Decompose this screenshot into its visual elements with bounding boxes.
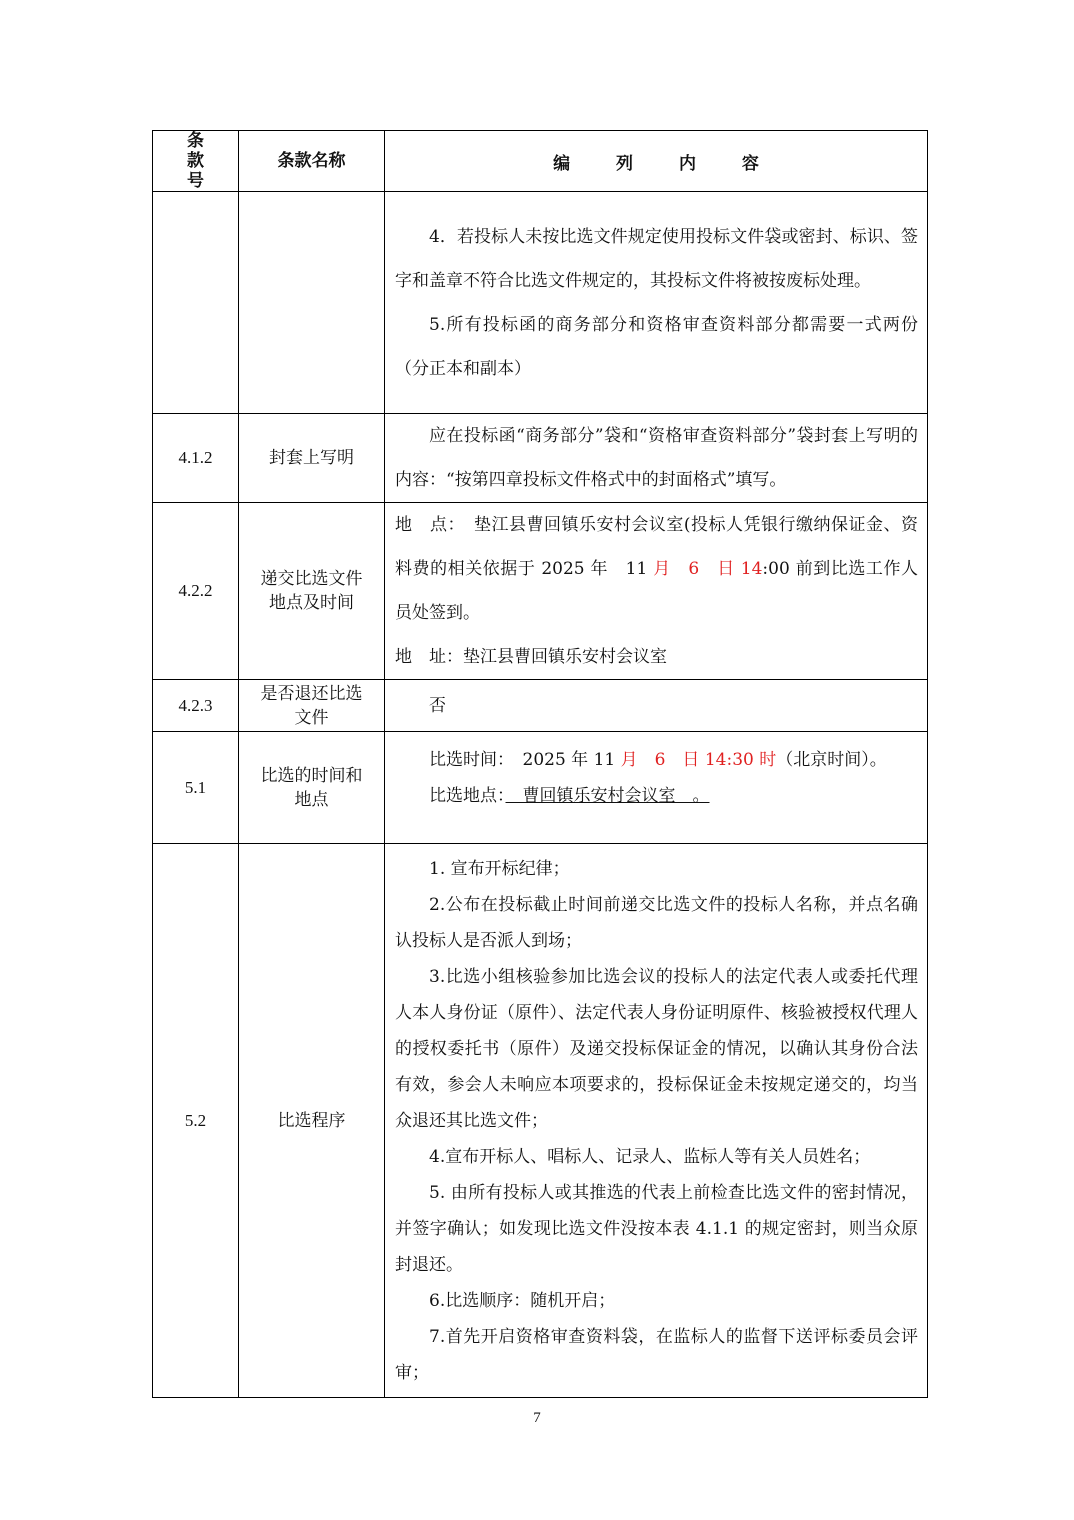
procedure-item: 4.宣布开标人、唱标人、记录人、监标人等有关人员姓名； <box>429 1146 871 1167</box>
clause-number: 4.2.3 <box>153 680 239 732</box>
clause-number: 4.2.2 <box>153 503 239 680</box>
header-content: 编 列 内 容 <box>385 131 928 192</box>
procedure-item: 5. 由所有投标人或其推选的代表上前检查比选文件的密封情况，并签字确认；如发现比选文件没按本表 4.1.1 的规定密封，则当众原封退还。 <box>395 1182 918 1275</box>
content-paragraph: 地 址：垫江县曹回镇乐安村会议室 <box>395 647 667 667</box>
clause-number: 4.1.2 <box>153 414 239 503</box>
clause-name: 比选的时间和 地点 <box>239 732 385 844</box>
content-paragraph: 应在投标函“商务部分”袋和“资格审查资料部分”袋封套上写明的内容：“按第四章投标文件格式中的封面格式”填写。 <box>395 426 918 490</box>
table-row-5-2 <box>153 844 928 1398</box>
content-paragraph: 否 <box>429 695 446 716</box>
table-row-4-1-2 <box>153 414 928 503</box>
content-paragraph: 4．若投标人未按比选文件规定使用投标文件袋或密封、标识、签字和盖章不符合比选文件规定的，其投标文件将被按废标处理。 <box>395 226 918 291</box>
procedure-item: 1. 宣布开标纪律； <box>429 858 570 879</box>
clause-name: 封套上写明 <box>239 414 385 503</box>
table-row-4-2-3 <box>153 680 928 732</box>
content-paragraph: 比选地点： 曹回镇乐安村会议室 。 <box>429 786 710 806</box>
header-clause-number: 条 款 号 <box>153 131 239 192</box>
procedure-item: 7.首先开启资格审查资料袋，在监标人的监督下送评标委员会评审； <box>395 1326 918 1383</box>
procedure-item: 2.公布在投标截止时间前递交比选文件的投标人名称，并点名确认投标人是否派人到场； <box>395 894 918 951</box>
table-row-4-2-2 <box>153 503 928 680</box>
procedure-item: 3.比选小组核验参加比选会议的投标人的法定代表人或委托代理人本人身份证（原件）、法定代表人身份证明原件、核验被授权代理人的授权委托书（原件）及递交投标保证金的情况，以确认其身份合法有效，参会人未响应本项要求的，投标保证金未按规定递交的，均当众退还其比选文件； <box>395 966 918 1131</box>
clause-name: 递交比选文件 地点及时间 <box>239 503 385 680</box>
table-header-row <box>153 131 928 192</box>
content-paragraph: 比选时间： 2025 年 11 月 6 日 14:30 时（北京时间）。 <box>429 750 887 770</box>
content-paragraph: 地 点： 垫江县曹回镇乐安村会议室(投标人凭银行缴纳保证金、资料费的相关依据于 2025 年 11 月 6 日 14:00 前到比选工作人员处签到。 <box>395 515 919 623</box>
procedure-item: 6.比选顺序：随机开启； <box>429 1290 616 1311</box>
clause-table <box>152 130 928 1398</box>
clause-number: 5.1 <box>153 732 239 844</box>
table-row-continued <box>153 192 928 414</box>
content-paragraph: 5.所有投标函的商务部分和资格审查资料部分都需要一式两份（分正本和副本） <box>395 314 918 379</box>
page-number: 7 <box>533 1410 541 1426</box>
header-clause-name: 条款名称 <box>239 131 385 192</box>
clause-name: 是否退还比选 文件 <box>239 680 385 732</box>
clause-number: 5.2 <box>153 844 239 1398</box>
table-row-5-1 <box>153 732 928 844</box>
clause-name: 比选程序 <box>239 844 385 1398</box>
